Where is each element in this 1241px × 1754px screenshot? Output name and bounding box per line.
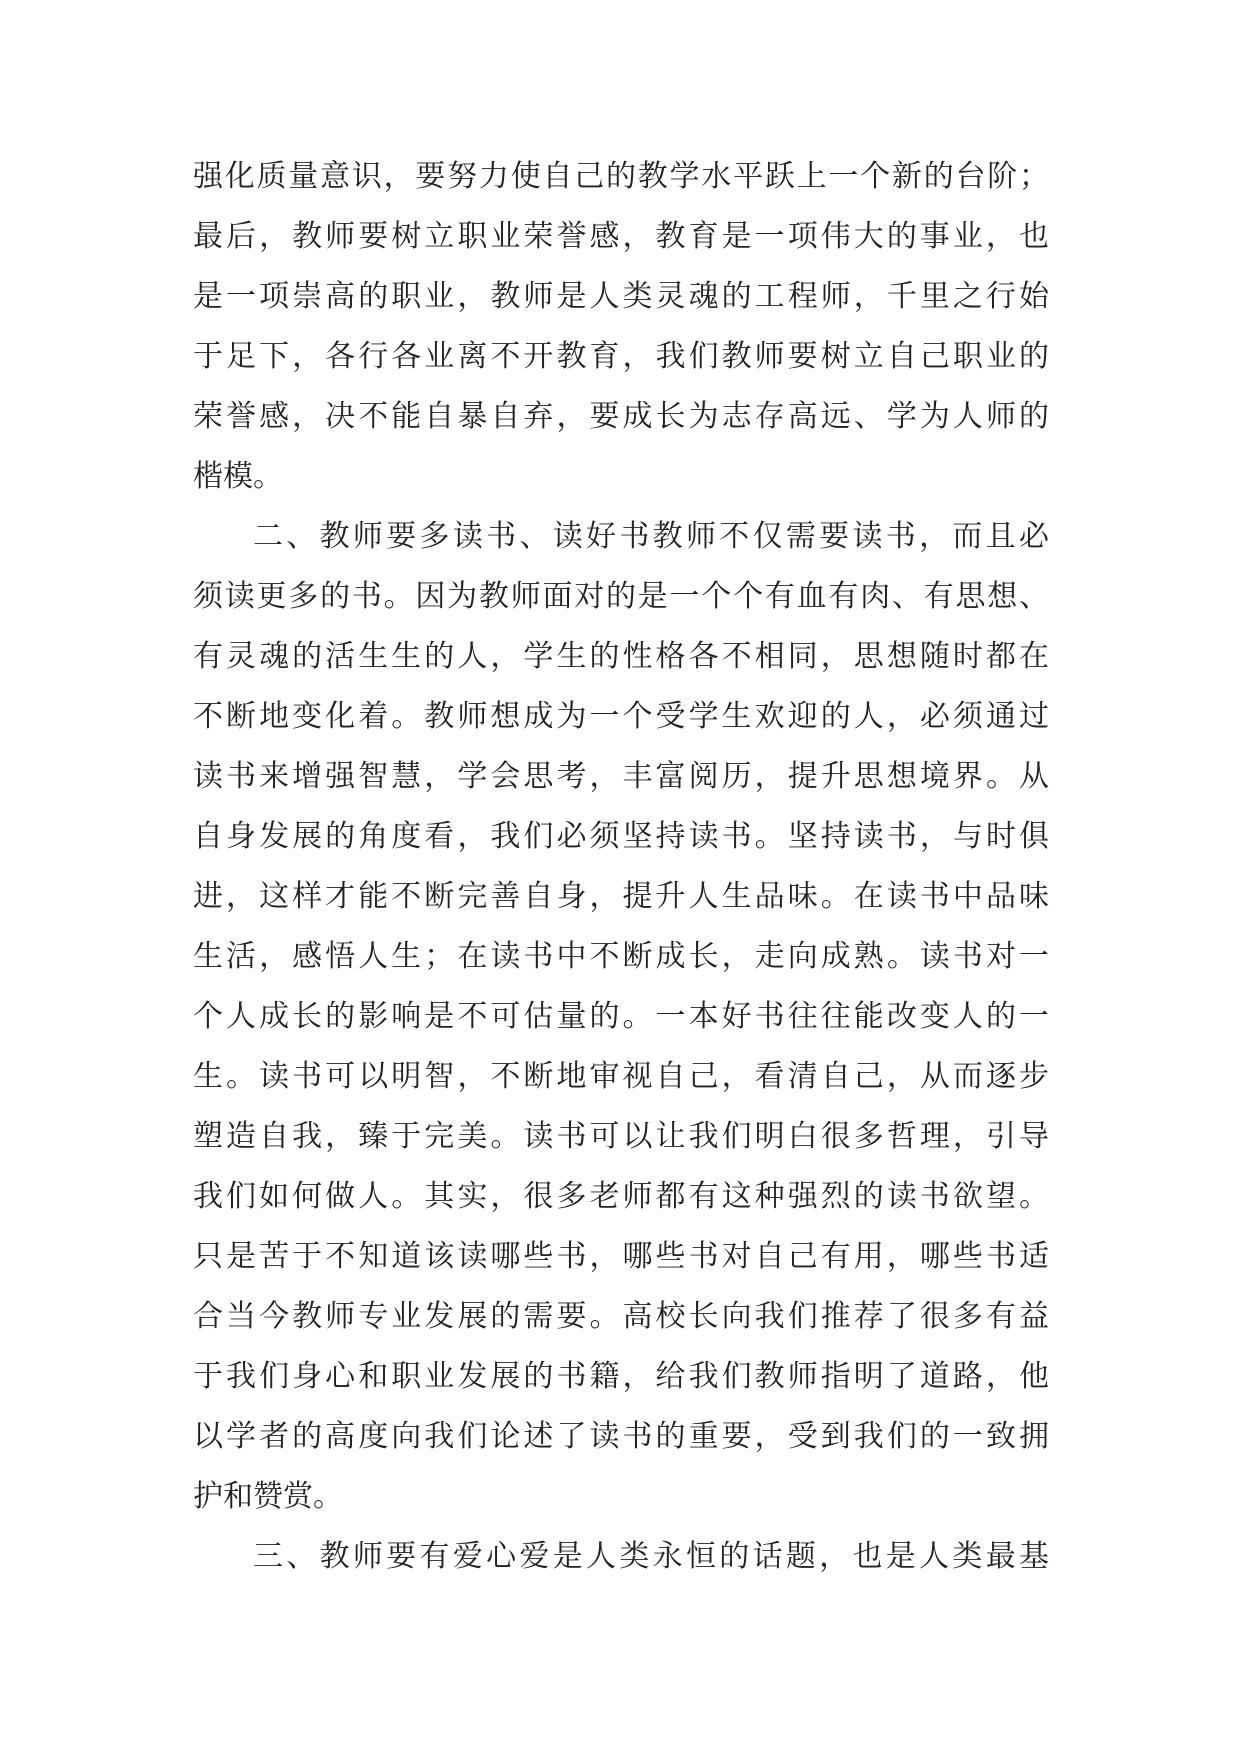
text-line: 塑造自我，臻于完美。读书可以让我们明白很多哲理，引导 bbox=[193, 1119, 1049, 1154]
text-line: 强化质量意识，要努力使自己的教学水平跃上一个新的台阶； bbox=[193, 159, 1049, 194]
text-line: 于我们身心和职业发展的书籍，给我们教师指明了道路，他 bbox=[193, 1359, 1049, 1394]
text-line: 最后，教师要树立职业荣誉感，教育是一项伟大的事业，也 bbox=[193, 219, 1049, 254]
text-line: 有灵魂的活生生的人，学生的性格各不相同，思想随时都在 bbox=[193, 639, 1049, 674]
document-body bbox=[193, 152, 1049, 1592]
text-line: 合当今教师专业发展的需要。高校长向我们推荐了很多有益 bbox=[193, 1299, 1049, 1334]
text-line: 护和赞赏。 bbox=[193, 1479, 343, 1514]
text-line: 以学者的高度向我们论述了读书的重要，受到我们的一致拥 bbox=[193, 1419, 1049, 1454]
text-line: 自身发展的角度看，我们必须坚持读书。坚持读书，与时俱 bbox=[193, 819, 1049, 854]
text-line: 我们如何做人。其实，很多老师都有这种强烈的读书欲望。 bbox=[193, 1179, 1049, 1214]
text-line: 须读更多的书。因为教师面对的是一个个有血有肉、有思想、 bbox=[193, 579, 1049, 614]
text-line: 楷模。 bbox=[193, 459, 283, 494]
text-line: 进，这样才能不断完善自身，提升人生品味。在读书中品味 bbox=[193, 879, 1049, 914]
text-line: 荣誉感，决不能自暴自弃，要成长为志存高远、学为人师的 bbox=[193, 399, 1049, 434]
text-line: 读书来增强智慧，学会思考，丰富阅历，提升思想境界。从 bbox=[193, 759, 1049, 794]
text-line: 于足下，各行各业离不开教育，我们教师要树立自己职业的 bbox=[193, 339, 1049, 374]
text-line: 不断地变化着。教师想成为一个受学生欢迎的人，必须通过 bbox=[193, 699, 1049, 734]
text-line: 生。读书可以明智，不断地审视自己，看清自己，从而逐步 bbox=[193, 1059, 1049, 1094]
paragraph-heading-line: 三、教师要有爱心爱是人类永恒的话题，也是人类最基 bbox=[253, 1539, 1049, 1574]
paragraph-heading-line: 二、教师要多读书、读好书教师不仅需要读书，而且必 bbox=[253, 519, 1049, 554]
text-line: 是一项崇高的职业，教师是人类灵魂的工程师，千里之行始 bbox=[193, 279, 1049, 314]
text-line: 生活，感悟人生；在读书中不断成长，走向成熟。读书对一 bbox=[193, 939, 1049, 974]
text-line: 个人成长的影响是不可估量的。一本好书往往能改变人的一 bbox=[193, 999, 1049, 1034]
text-line: 只是苦于不知道该读哪些书，哪些书对自己有用，哪些书适 bbox=[193, 1239, 1049, 1274]
